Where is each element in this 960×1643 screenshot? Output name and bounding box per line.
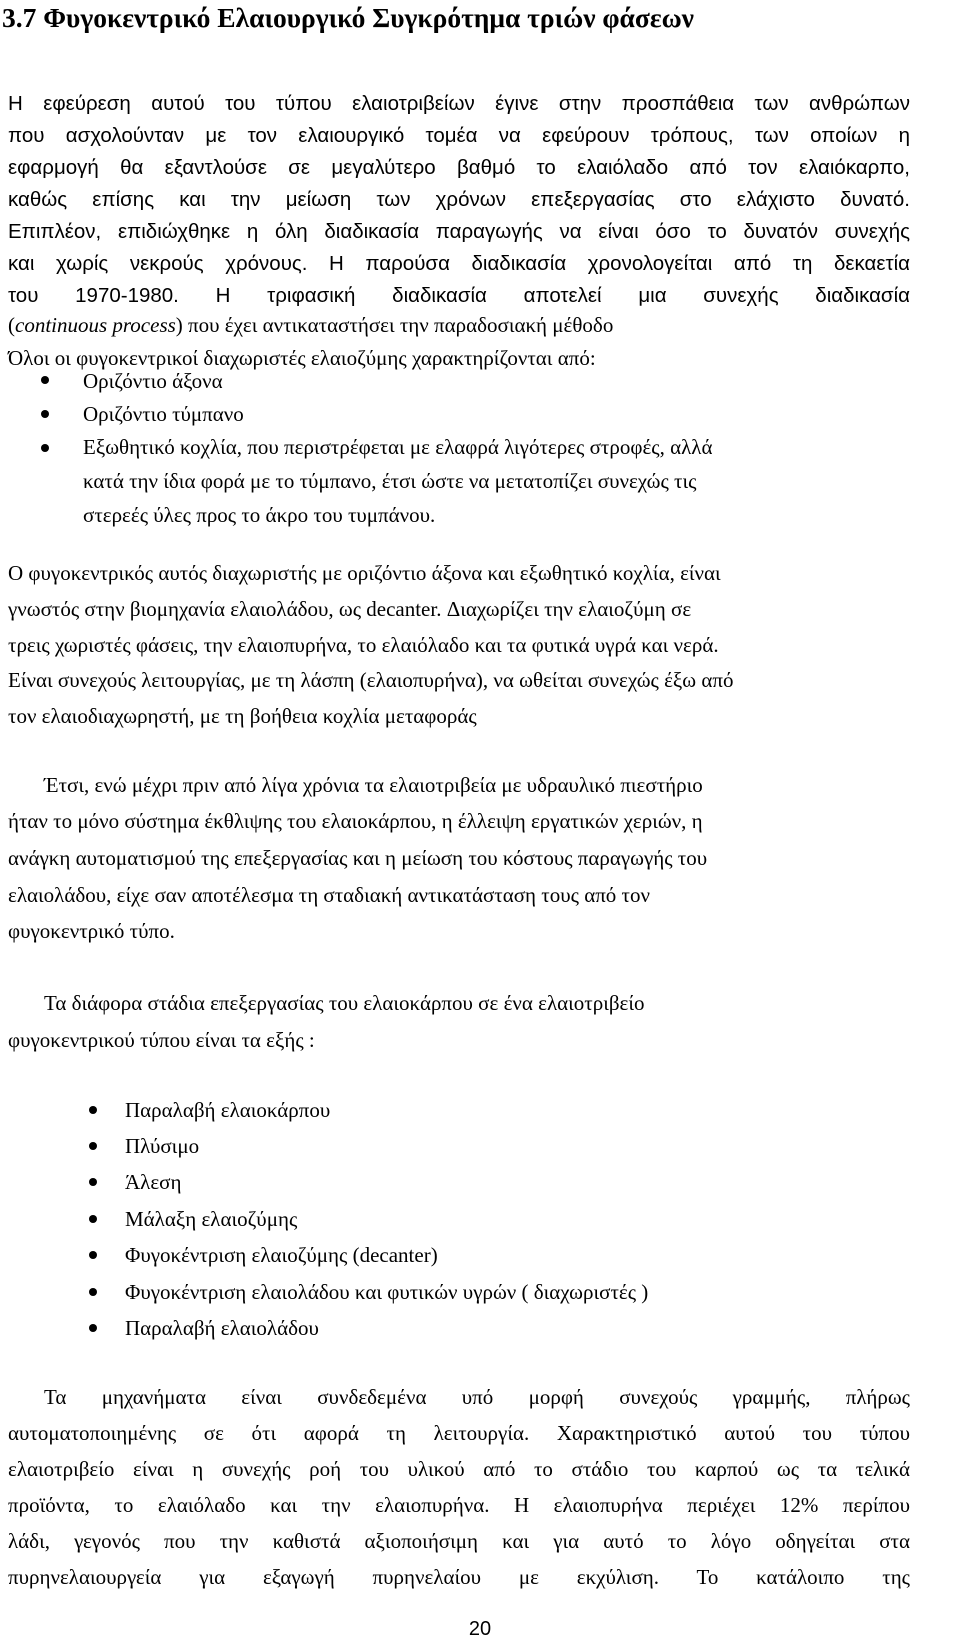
paragraph-1-line: εφαρμογή θα εξαντλούσε σε μεγαλύτερο βαθμό το ελαιόλαδο από τον ελαιόκαρπο, xyxy=(8,156,910,179)
bullet-icon xyxy=(89,1288,97,1296)
paragraph-5-line: φυγοκεντρικού τύπου είναι τα εξής : xyxy=(8,1028,315,1052)
feature-item-line: Εξωθητικό κοχλία, που περιστρέφεται με ελαφρά λιγότερες στροφές, αλλά xyxy=(83,435,713,459)
paragraph-4-line: ήταν το μόνο σύστημα έκθλιψης του ελαιοκάρπου, η έλλειψη εργατικών χεριών, η xyxy=(8,809,703,833)
feature-item: Οριζόντιο άξονα xyxy=(83,369,223,393)
bullet-icon xyxy=(41,444,49,452)
paragraph-3-line: Ο φυγοκεντρικός αυτός διαχωριστής με οριζόντιο άξονα και εξωθητικό κοχλία, είναι xyxy=(8,561,721,585)
stage-item: Φυγοκέντριση ελαιολάδου και φυτικών υγρών ( διαχωριστές ) xyxy=(125,1280,649,1304)
paragraph-6-line: Τα μηχανήματα είναι συνδεδεμένα υπό μορφή συνεχούς γραμμής, πλήρως xyxy=(44,1385,910,1409)
paragraph-4-line: φυγοκεντρικό τύπο. xyxy=(8,919,175,943)
paragraph-4-line: Έτσι, ενώ μέχρι πριν από λίγα χρόνια τα ελαιοτριβεία με υδραυλικό πιεστήριο xyxy=(44,773,703,797)
page-number: 20 xyxy=(468,1618,492,1640)
paragraph-3-line: Είναι συνεχούς λειτουργίας, με τη λάσπη (ελαιοπυρήνα), να ωθείται συνεχώς έξω από xyxy=(8,668,734,692)
paragraph-3-line: τον ελαιοδιαχωρηστή, με τη βοήθεια κοχλία μεταφοράς xyxy=(8,704,477,728)
bullet-icon xyxy=(89,1178,97,1186)
feature-item-line: στερεές ύλες προς το άκρο του τυμπάνου. xyxy=(83,503,436,527)
paragraph-1-line: καθώς επίσης και την μείωση των χρόνων επεξεργασίας στο ελάχιστο δυνατό. xyxy=(8,188,910,211)
bullet-icon xyxy=(41,410,49,418)
open-paren: ( xyxy=(8,313,15,337)
paragraph-1-line: που ασχολούνταν με τον ελαιουργικό τομέα να εφεύρουν τρόπους, των οποίων η xyxy=(8,124,910,147)
feature-item-line: κατά την ίδια φορά με το τύμπανο, έτσι ώστε να μετατοπίζει συνεχώς τις xyxy=(83,469,697,493)
paragraph-6-line: πυρηνελαιουργεία για εξαγωγή πυρηνελαίου με εκχύλιση. Το κατάλοιπο της xyxy=(8,1565,910,1589)
bullet-icon xyxy=(89,1215,97,1223)
paragraph-1-line: και χωρίς νεκρούς χρόνους. Η παρούσα διαδικασία χρονολογείται από τη δεκαετία xyxy=(8,252,910,275)
bullet-icon xyxy=(89,1251,97,1259)
paragraph-1-line: Η εφεύρεση αυτού του τύπου ελαιοτριβείων έγινε στην προσπάθεια των ανθρώπων xyxy=(8,92,910,115)
feature-item: Οριζόντιο τύμπανο xyxy=(83,402,244,426)
section-heading: 3.7 Φυγοκεντρικό Ελαιουργικό Συγκρότημα τριών φάσεων xyxy=(2,2,694,33)
italic-term: continuous process xyxy=(15,313,176,337)
stage-item: Μάλαξη ελαιοζύμης xyxy=(125,1207,298,1231)
bullet-icon xyxy=(41,376,49,384)
paragraph-4-line: ελαιολάδου, είχε σαν αποτέλεσμα τη σταδιακή αντικατάσταση τους από τον xyxy=(8,883,650,907)
paragraph-1-line: του 1970-1980. Η τριφασική διαδικασία αποτελεί μια συνεχής διαδικασία xyxy=(8,284,910,307)
stage-item: Φυγοκέντριση ελαιοζύμης (decanter) xyxy=(125,1243,438,1267)
paragraph-1-last-line xyxy=(8,312,613,338)
stage-item: Παραλαβή ελαιολάδου xyxy=(125,1316,319,1340)
paragraph-3-line: τρεις χωριστές φάσεις, την ελαιοπυρήνα, το ελαιόλαδο και τα φυτικά υγρά και νερά. xyxy=(8,633,719,657)
paragraph-6-line: αυτοματοποιημένης σε ότι αφορά τη λειτουργία. Χαρακτηριστικό αυτού του τύπου xyxy=(8,1421,910,1445)
bullet-icon xyxy=(89,1142,97,1150)
paragraph-4-line: ανάγκη αυτοματισμού της επεξεργασίας και η μείωση του κόστους παραγωγής του xyxy=(8,846,708,870)
line-rest: ) που έχει αντικαταστήσει την παραδοσιακή μέθοδο xyxy=(175,313,614,337)
paragraph-1-line: Επιπλέον, επιδιώχθηκε η όλη διαδικασία παραγωγής να είναι όσο το δυνατόν συνεχής xyxy=(8,220,910,243)
paragraph-6-line: λάδι, γεγονός που την καθιστά αξιοποιήσιμη και για αυτό το λόγο οδηγείται στα xyxy=(8,1529,910,1553)
paragraph-6-line: προϊόντα, το ελαιόλαδο και την ελαιοπυρήνα. Η ελαιοπυρήνα περιέχει 12% περίπου xyxy=(8,1493,910,1517)
stage-item: Πλύσιμο xyxy=(125,1134,200,1158)
paragraph-5-line: Τα διάφορα στάδια επεξεργασίας του ελαιοκάρπου σε ένα ελαιοτριβείο xyxy=(44,991,645,1015)
bullet-icon xyxy=(89,1324,97,1332)
paragraph-6-line: ελαιοτριβείο είναι η συνεχής ροή του υλικού από το στάδιο του καρπού ως τα τελικά xyxy=(8,1457,910,1481)
features-intro: Όλοι οι φυγοκεντρικοί διαχωριστές ελαιοζύμης χαρακτηρίζονται από: xyxy=(8,346,596,370)
bullet-icon xyxy=(89,1106,97,1114)
paragraph-3-line: γνωστός στην βιομηχανία ελαιολάδου, ως decanter. Διαχωρίζει την ελαιοζύμη σε xyxy=(8,597,692,621)
stage-item: Παραλαβή ελαιοκάρπου xyxy=(125,1098,331,1122)
stage-item: Άλεση xyxy=(125,1170,182,1194)
